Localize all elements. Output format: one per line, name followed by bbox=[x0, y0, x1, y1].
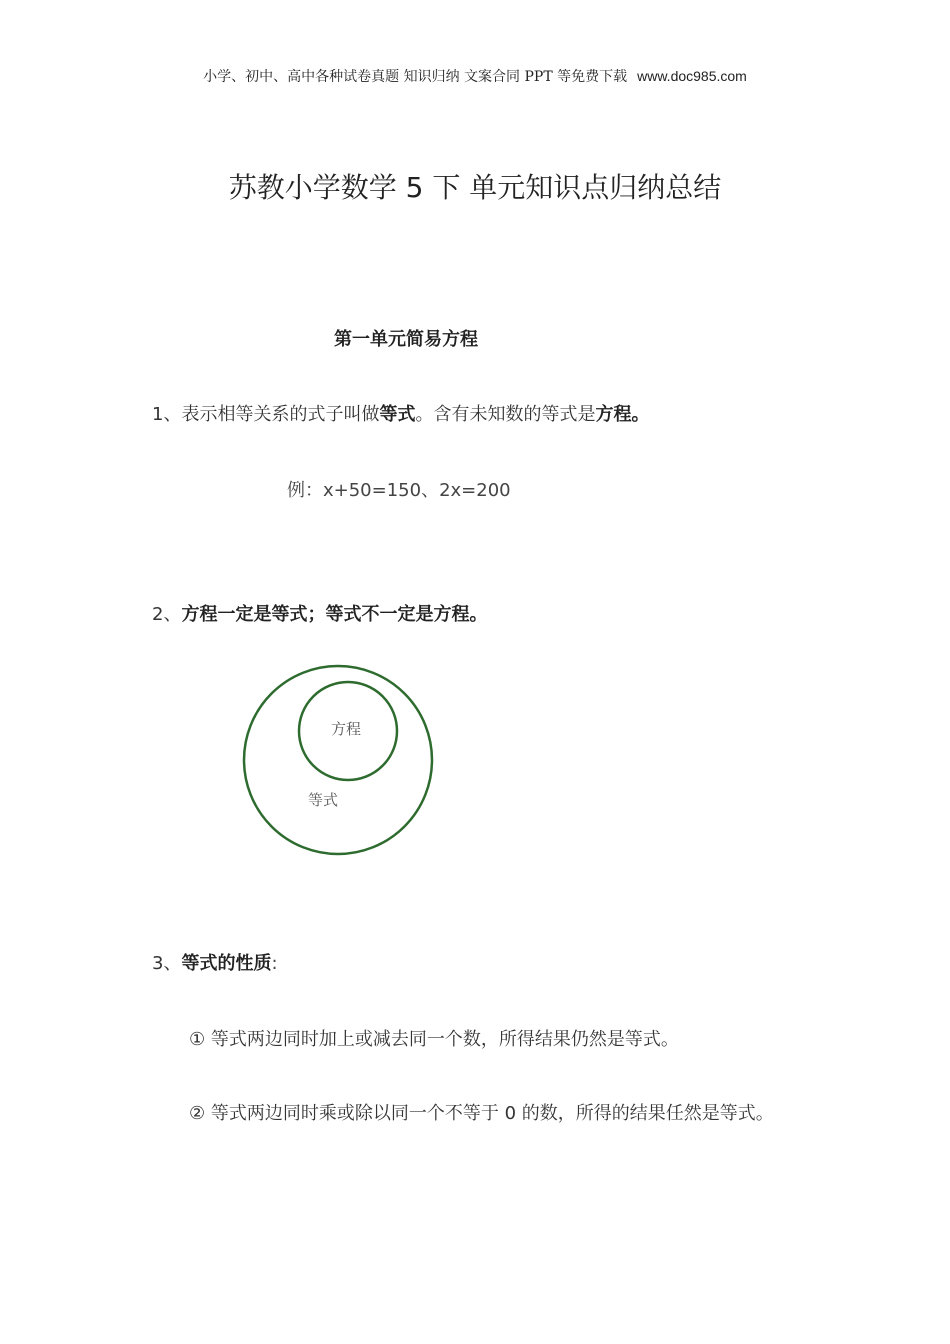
example-line: 例：x+50=150、2x=200 bbox=[287, 480, 511, 501]
point-2-text: 方程一定是等式；等式不一定是方程。 bbox=[181, 604, 488, 625]
property-item: ② 等式两边同时乘或除以同一个不等于 0 的数，所得的结果任然是等式。 bbox=[189, 1103, 774, 1124]
property-item: ① 等式两边同时加上或减去同一个数，所得结果仍然是等式。 bbox=[189, 1029, 679, 1050]
outer-label: 等式 bbox=[308, 791, 339, 809]
point-2-prefix: 2、 bbox=[152, 604, 182, 625]
point-1 bbox=[152, 400, 649, 426]
point-2 bbox=[152, 600, 487, 626]
page-header bbox=[0, 66, 950, 86]
inner-label: 方程 bbox=[331, 720, 362, 738]
point-3 bbox=[152, 949, 278, 975]
document-title: 苏教小学数学 5 下 单元知识点归纳总结 bbox=[228, 171, 722, 204]
unit-title: 第一单元简易方程 bbox=[334, 329, 478, 350]
point-1-prefix: 1、表示相等关系的式子叫做 bbox=[152, 404, 380, 425]
venn-diagram bbox=[236, 656, 512, 860]
header-text: 小学、初中、高中各种试卷真题 知识归纳 文案合同 PPT 等免费下载 bbox=[203, 69, 628, 85]
header-site-link[interactable]: www.doc985.com bbox=[637, 68, 747, 84]
point-3-term: 等式的性质 bbox=[181, 953, 272, 974]
point-1-middle: 。含有未知数的等式是 bbox=[415, 404, 596, 425]
point-3-prefix: 3、 bbox=[152, 953, 182, 974]
point-1-term-equation: 方程。 bbox=[595, 404, 650, 425]
point-1-term-equation-equality: 等式 bbox=[379, 404, 416, 425]
point-3-suffix: : bbox=[271, 953, 278, 974]
venn-svg bbox=[236, 656, 512, 860]
outer-circle-equality bbox=[244, 666, 432, 854]
